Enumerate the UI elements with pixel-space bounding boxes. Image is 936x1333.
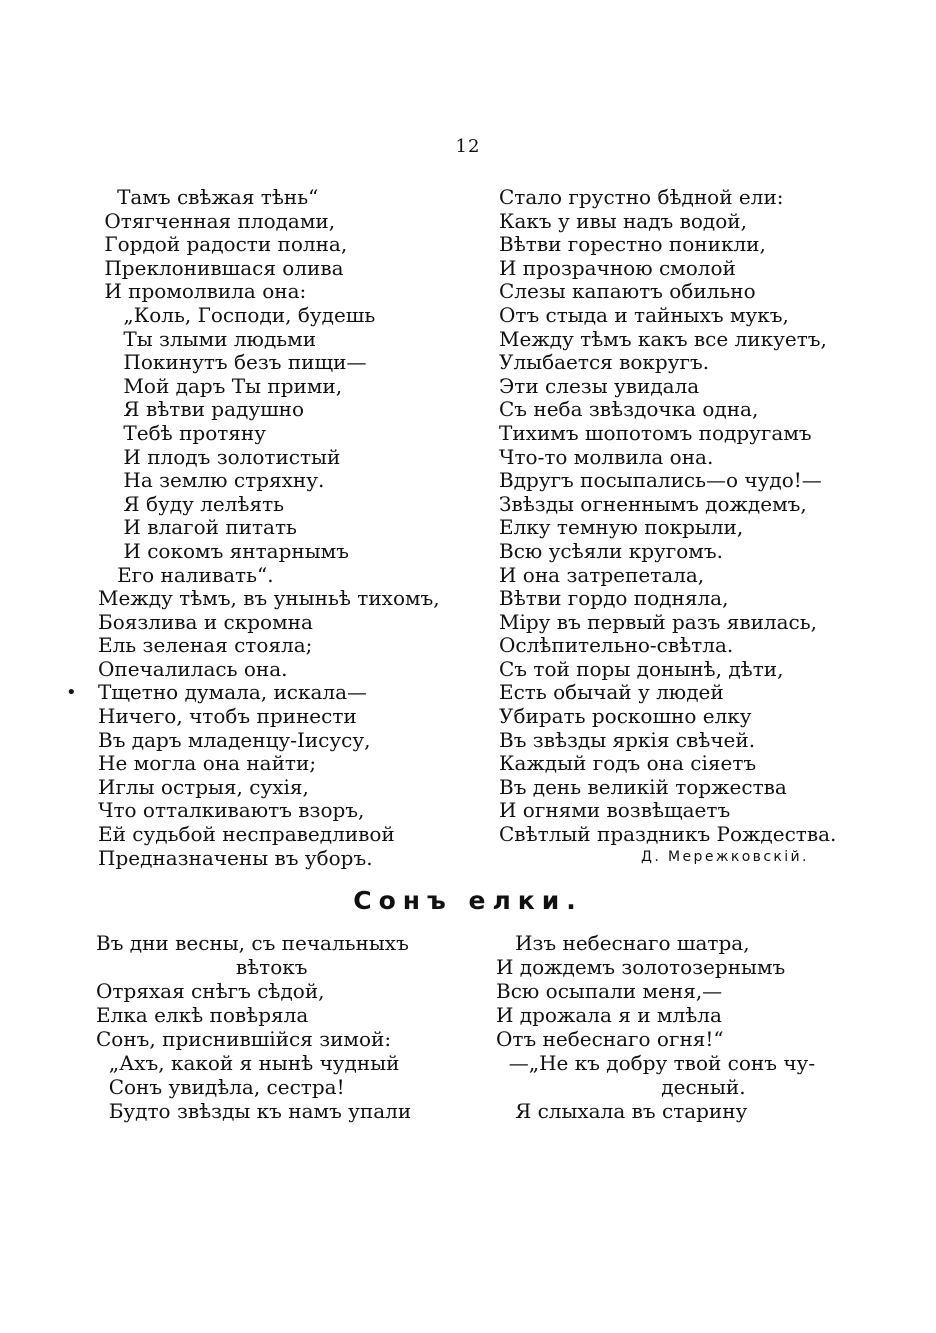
verse-line: Вѣтви гордо подняла, (499, 586, 729, 611)
verse-line: Свѣтлый праздникъ Рождества. (499, 822, 837, 847)
poem1-left-column (98, 186, 440, 870)
verse-line: —„Не къ добру твой сонъ чу- (496, 1051, 816, 1075)
verse-line: И влагой питать (98, 515, 297, 540)
verse-line: Будто звѣзды къ намъ упали (96, 1099, 412, 1123)
poem2-right-column (496, 931, 815, 1123)
margin-bullet-mark: • (66, 682, 77, 703)
verse-line: Я вѣтви радушно (98, 397, 305, 422)
verse-line: Елку темную покрыли, (499, 515, 744, 540)
verse-line: вѣтокъ (96, 955, 308, 979)
verse-line: Отряхая снѣгъ сѣдой, (96, 979, 325, 1003)
verse-line: Ель зеленая стояла; (98, 633, 313, 658)
verse-line: И дождемъ золотозернымъ (496, 955, 786, 979)
verse-line: И промолвила она: (98, 279, 307, 304)
verse-line: Отъ небеснаго огня!“ (496, 1027, 724, 1051)
verse-line: Отягченная плодами, (98, 208, 336, 233)
page-number: 12 (455, 136, 481, 157)
verse-line: Съ неба звѣздочка одна, (499, 397, 759, 422)
verse-line: И прозрачною смолой (499, 255, 736, 280)
verse-line: Каждый годъ она сіяетъ (499, 751, 757, 776)
verse-line: И сокомъ янтарнымъ (98, 538, 349, 563)
verse-line: Какъ у ивы надъ водой, (499, 208, 747, 233)
verse-line: Отъ стыда и тайныхъ мукъ, (499, 302, 789, 327)
verse-line: „Ахъ, какой я нынѣ чудный (96, 1051, 400, 1075)
verse-line: Между тѣмъ какъ все ликуетъ, (499, 326, 827, 351)
poem2-title: Сонъ елки. (353, 886, 583, 915)
verse-line: И она затрепетала, (499, 562, 705, 587)
verse-line: Тщетно думала, искала— (98, 680, 368, 705)
verse-line: Покинутъ безъ пищи— (98, 350, 367, 375)
verse-line: Преклонившася олива (98, 255, 344, 280)
verse-line: Въ дни весны, съ печальныхъ (96, 931, 409, 955)
verse-line: Въ даръ младенцу-Іисусу, (98, 727, 371, 752)
verse-line: Изъ небеснаго шатра, (496, 931, 750, 955)
verse-line: Слезы капаютъ обильно (499, 279, 756, 304)
verse-line: Не могла она найти; (98, 751, 317, 776)
verse-line: Звѣзды огненнымъ дождемъ, (499, 491, 807, 516)
verse-line: Ты злыми людьми (98, 326, 317, 351)
verse-line: Вдругъ посыпались—о чудо!— (499, 468, 822, 493)
verse-line: Вѣтви горестно поникли, (499, 232, 766, 257)
verse-line: Всю осыпали меня,— (496, 979, 723, 1003)
verse-line: Ослѣпительно-свѣтла. (499, 633, 734, 658)
verse-line: Между тѣмъ, въ уныньѣ тихомъ, (98, 586, 440, 611)
verse-line: Въ день великій торжества (499, 774, 787, 799)
verse-line: Сонъ, приснившійся зимой: (96, 1027, 392, 1051)
verse-line: Тихимъ шопотомъ подругамъ (499, 420, 812, 445)
verse-line: И дрожала я и млѣла (496, 1003, 722, 1027)
verse-line: На землю стряхну. (98, 468, 325, 493)
verse-line: Тамъ свѣжая тѣнь“ (98, 185, 319, 209)
poem2-left-column (96, 931, 411, 1123)
verse-line: Сонъ увидѣла, сестра! (96, 1075, 345, 1099)
verse-line: Что отталкиваютъ взоръ, (98, 798, 365, 823)
verse-line: Елка елкѣ повѣряла (96, 1003, 309, 1027)
verse-line: Я буду лелѣять (98, 491, 285, 516)
verse-line: Я слыхала въ старину (496, 1099, 748, 1123)
verse-line: Боязлива и скромна (98, 609, 313, 634)
verse-line: Ничего, чтобъ принести (98, 704, 357, 729)
verse-line: Эти слезы увидала (499, 373, 700, 398)
verse-line: Его наливать“. (98, 562, 274, 587)
verse-line: „Коль, Господи, будешь (98, 302, 376, 327)
verse-line: Иглы острыя, сухія, (98, 774, 309, 799)
verse-line: Тебѣ протяну (98, 420, 267, 445)
verse-line: Гордой радости полна, (98, 232, 348, 257)
verse-line: Всю усѣяли кругомъ. (499, 538, 723, 563)
verse-line: И огнями возвѣщаетъ (499, 798, 731, 823)
verse-line: Мой даръ Ты прими, (98, 373, 343, 398)
verse-line: Улыбается вокругъ. (499, 350, 710, 375)
verse-line: Предназначены въ уборъ. (98, 845, 373, 870)
verse-line: Міру въ первый разъ явилась, (499, 609, 817, 634)
verse-line: Съ той поры донынѣ, дѣти, (499, 656, 784, 681)
verse-line: Убирать роскошно елку (499, 704, 752, 729)
verse-line: Есть обычай у людей (499, 680, 724, 705)
verse-line: Ей судьбой несправедливой (98, 822, 395, 847)
author-signature: Д. Мережковскій. (641, 849, 809, 865)
verse-line: Въ звѣзды яркія свѣчей. (499, 727, 756, 752)
poem1-right-column (499, 186, 836, 847)
verse-line: Стало грустно бѣдной ели: (499, 185, 784, 209)
verse-line: Опечалилась она. (98, 656, 288, 681)
verse-line: Что-то молвила она. (499, 444, 714, 469)
verse-line: десный. (496, 1075, 746, 1099)
verse-line: И плодъ золотистый (98, 444, 341, 469)
